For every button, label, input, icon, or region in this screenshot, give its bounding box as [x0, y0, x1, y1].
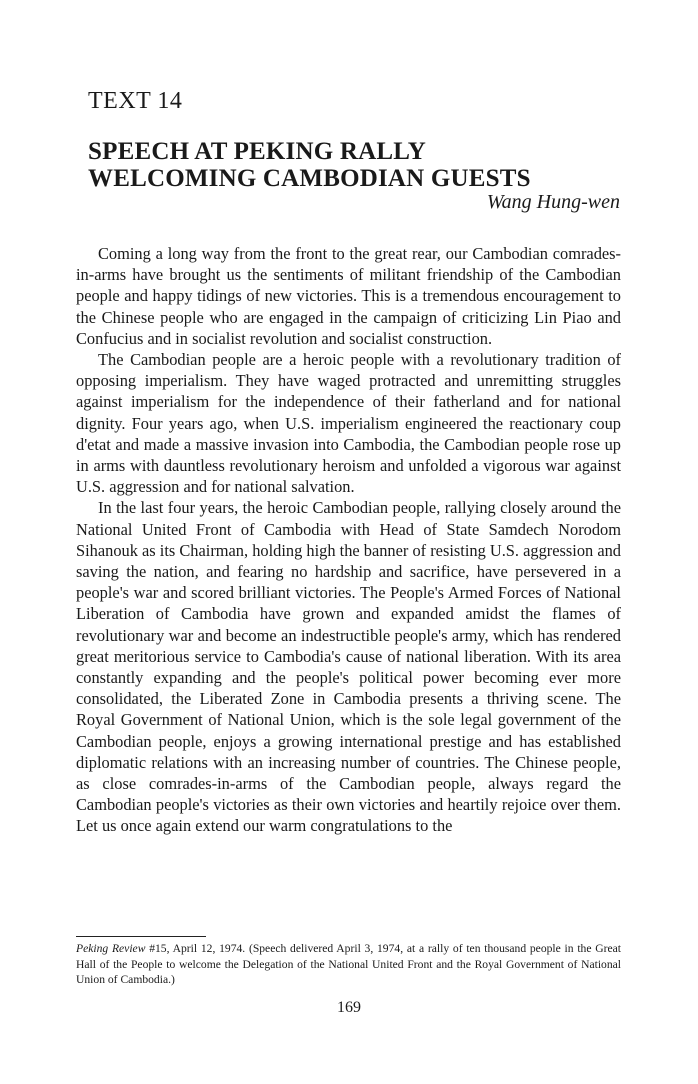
- title-line-2: WELCOMING CAMBODIAN GUESTS: [88, 165, 531, 192]
- author-name: Wang Hung-wen: [486, 191, 620, 213]
- speech-title: [88, 138, 628, 192]
- speech-body: [76, 243, 621, 837]
- footnote-text: #15, April 12, 1974. (Speech delivered April 3, 1974, at a rally of ten thousand people in the Great Hall of the People to welcome the Delegation of the National United Front and the Royal Government of National Union of Cambodia.): [76, 942, 621, 986]
- footnote: [76, 941, 621, 988]
- paragraph-3: In the last four years, the heroic Cambodian people, rallying closely around the National United Front of Cambodia with Head of State Samdech Norodom Sihanouk as its Chairman, holding high the banner of resisting U.S. aggression and saving the nation, and fearing no hardship and sacrifice, have persevered in a people's war and scored brilliant victories. The People's Armed Forces of National Liberation of Cambodia have grown and expanded amidst the flames of revolutionary war and become an indestructible people's army, which has rendered great meritorious service to Cambodia's cause of national liberation. With its area constantly expanding and the people's political power becoming ever more consolidated, the Liberated Zone in Cambodia presents a thriving scene. The Royal Government of National Union, which is the sole legal government of the Cambodian people, enjoys a growing international prestige and has established diplomatic relations with an increasing number of countries. The Chinese people, as close comrades-in-arms of the Cambodian people, always regard the Cambodian people's victories as their own victories and heartily rejoice over them. Let us once again extend our warm congratulations to the: [76, 498, 621, 836]
- paragraph-2: The Cambodian people are a heroic people with a revolutionary tradition of opposing imperialism. They have waged protracted and unremitting struggles against imperialism for the independence of their fatherland and for national dignity. Four years ago, when U.S. imperialism engineered the reactionary coup d'etat and made a massive invasion into Cambodia, the Cambodian people rose up in arms with dauntless revolutionary heroism and unfolded a vigorous war against U.S. aggression and for national salvation.: [76, 350, 621, 497]
- footnote-source: Peking Review: [76, 942, 146, 955]
- title-line-1: SPEECH AT PEKING RALLY: [88, 138, 427, 165]
- text-number-label: TEXT 14: [88, 88, 183, 114]
- paragraph-1: Coming a long way from the front to the great rear, our Cambodian comrades-in-arms have brought us the sentiments of militant friendship of the Cambodian people and happy tidings of new victories. This is a tremendous encouragement to the Chinese people who are engaged in the campaign of criticizing Lin Piao and Confucius and in socialist revolution and socialist construction.: [76, 244, 621, 348]
- page-number: 169: [337, 999, 361, 1016]
- footnote-divider: [76, 936, 206, 937]
